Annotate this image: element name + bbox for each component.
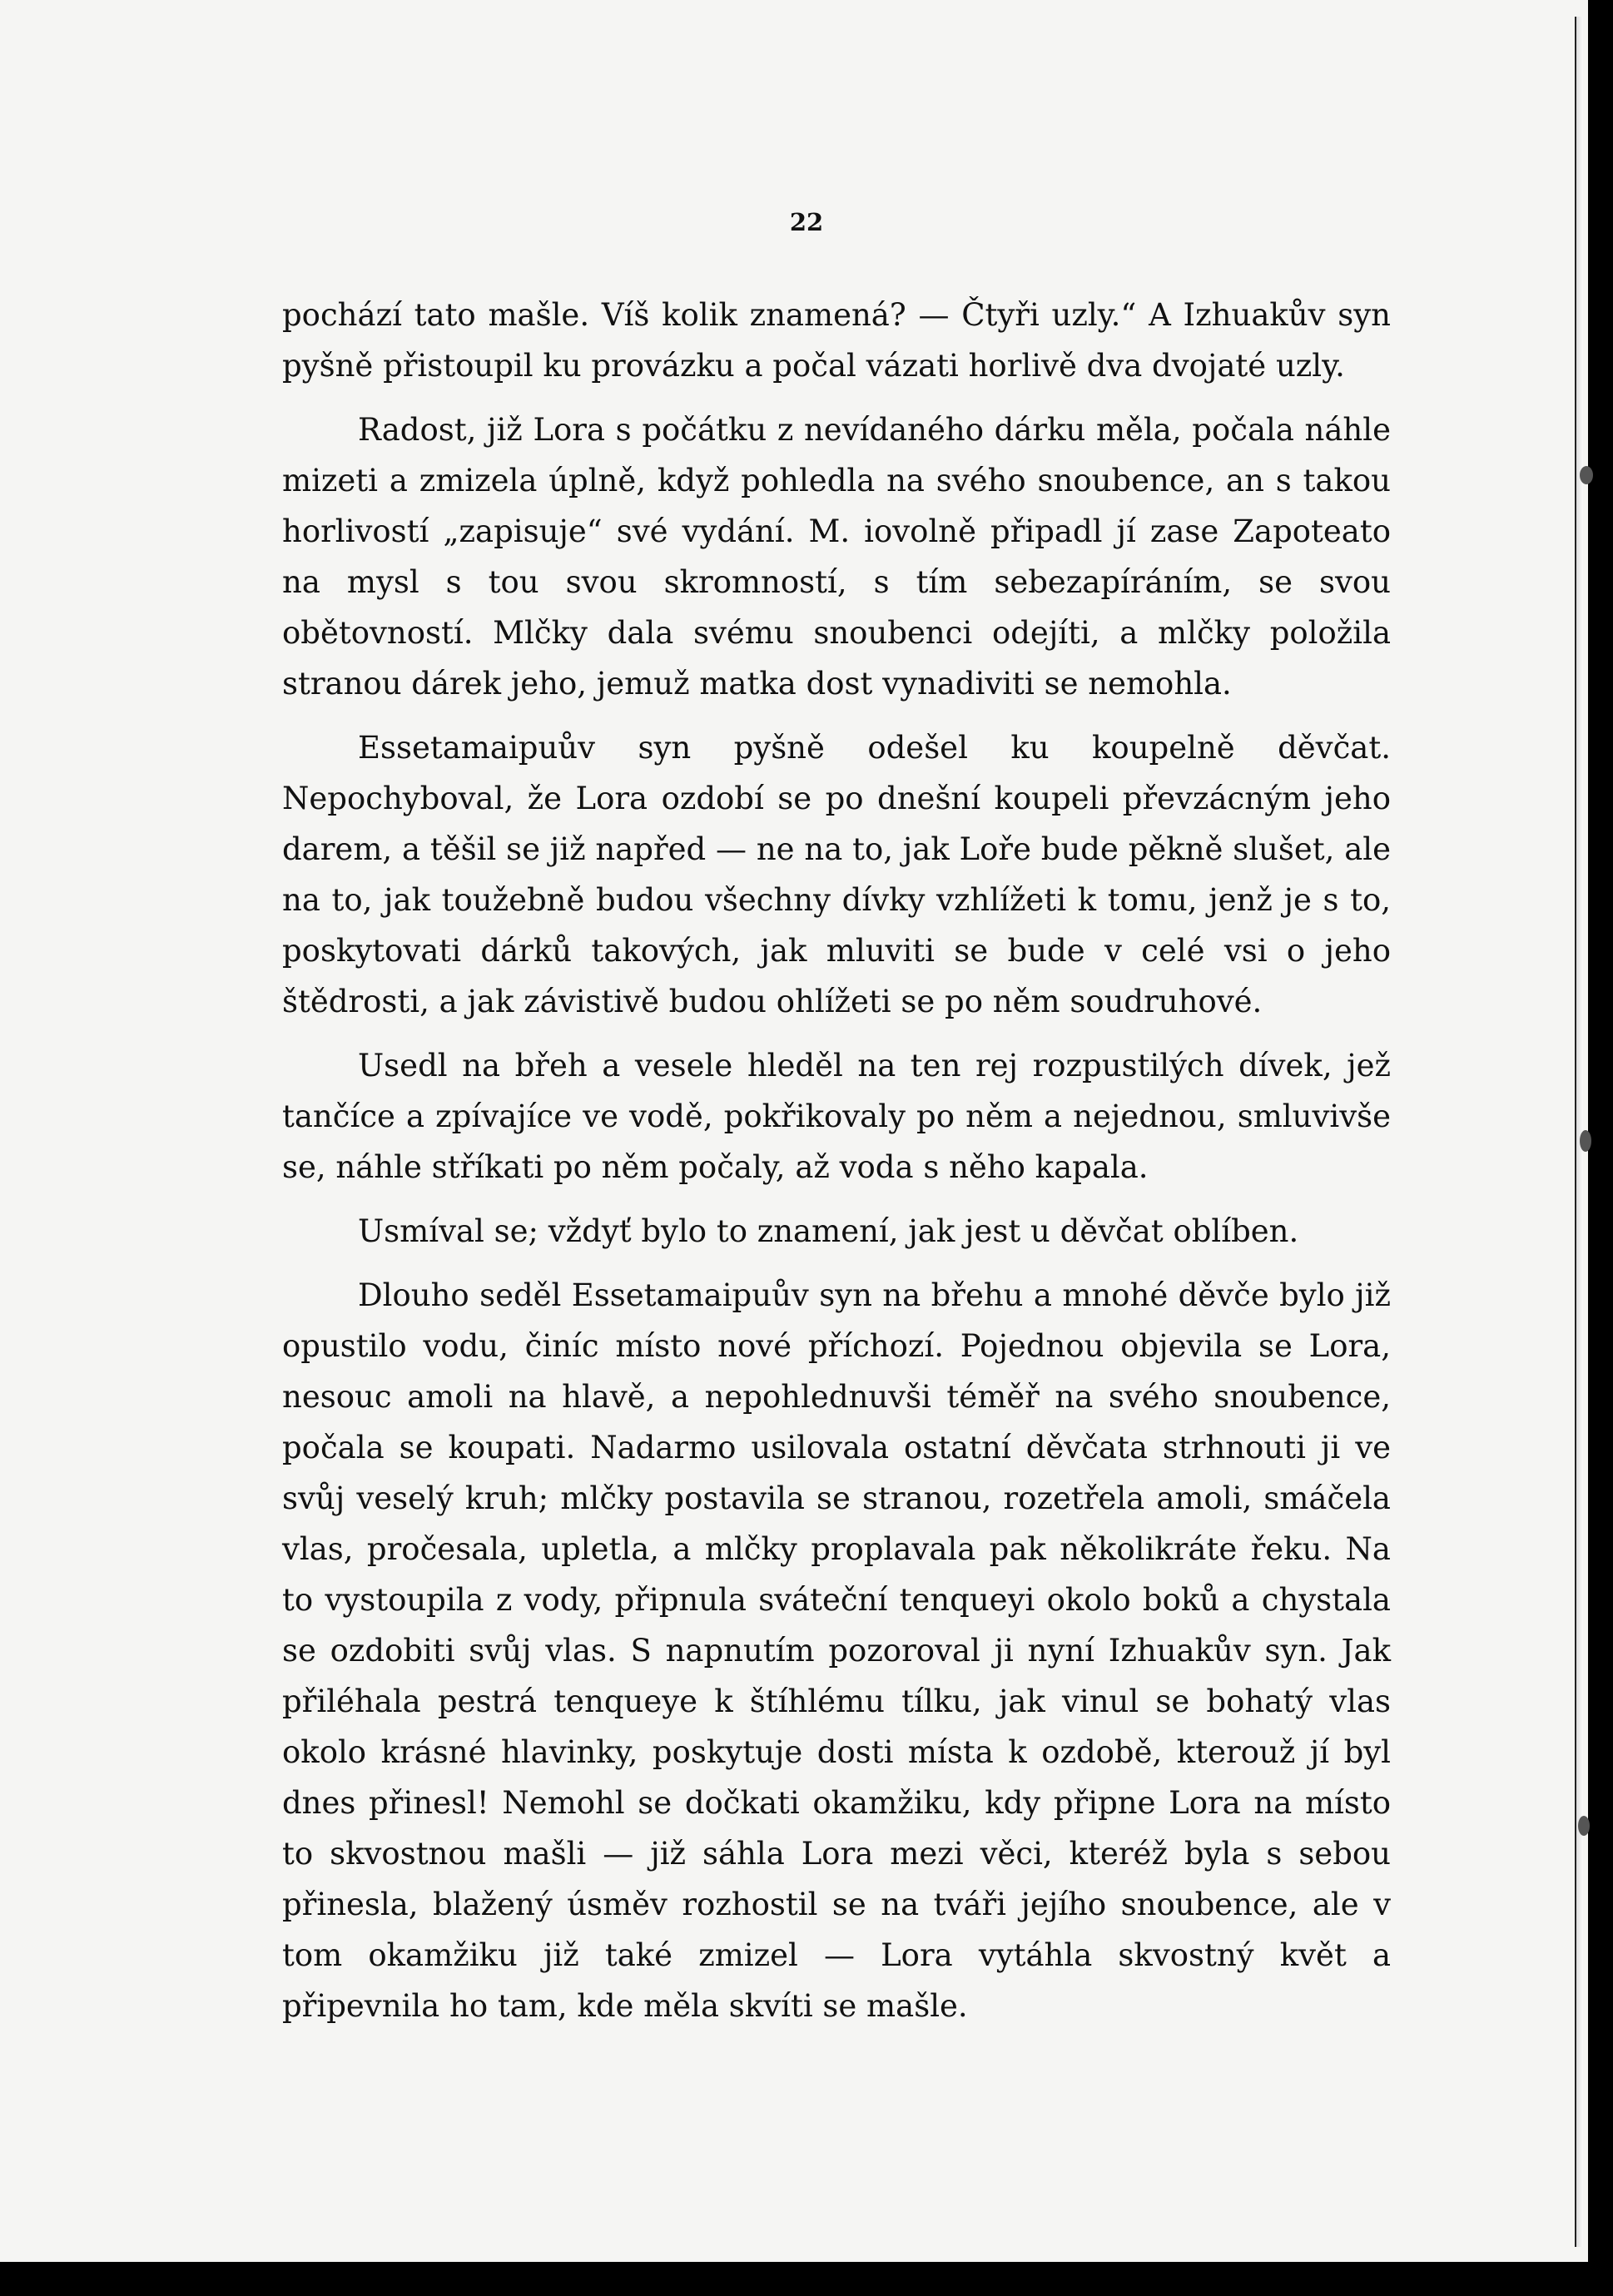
paragraph-3: Essetamaipuův syn pyšně odešel ku koupelně děvčat. Nepochyboval, že Lora ozdobí se po dnešní koupeli převzácným jeho darem, a těšil se již napřed — ne na to, jak Loře bude pěkně slušet, ale na to, jak toužebně budou všechny dívky vzhlížeti k tomu, jenž je s to, poskytovati dárků takových, jak mluviti se bude v celé vsi o jeho štědrosti, a jak závistivě budou ohlížeti se po něm soudruhové. <box>282 730 1391 1019</box>
margin-ink-spot <box>1580 466 1593 484</box>
paragraph-6: Dlouho seděl Essetamaipuův syn na břehu a mnohé děvče bylo již opustilo vodu, činíc místo nové příchozí. Pojednou objevila se Lora, nesouc amoli na hlavě, a nepohlednuvši téměř na svého snoubence, počala se koupati. Nadarmo usilovala ostatní děvčata strhnouti ji ve svůj veselý kruh; mlčky postavila se stranou, rozetřela amoli, smáčela vlas, pročesala, upletla, a mlčky proplavala pak několikráte řeku. Na to vystoupila z vody, připnula sváteční tenqueyi okolo boků a chystala se ozdobiti svůj vlas. S napnutím pozoroval ji nyní Izhuakův syn. Jak přiléhala pestrá tenqueye k štíhlému tílku, jak vinul se bohatý vlas okolo krásné hlavinky, poskytuje dosti místa k ozdobě, kterouž jí byl dnes přinesl! Nemohl se dočkati okamžiku, kdy připne Lora na místo to skvostnou mašli — již sáhla Lora mezi věci, kteréž byla s sebou přinesla, blažený úsměv rozhostil se na tváři jejího snoubence, ale v tom okamžiku již také zmizel — Lora vytáhla skvostný květ a připevnila ho tam, kde měla skvíti se mašle. <box>282 1277 1391 2024</box>
paragraph-5: Usmíval se; vždyť bylo to znamení, jak jest u děvčat oblíben. <box>358 1213 1299 1249</box>
paragraph-2: Radost, již Lora s počátku z nevídaného dárku měla, počala náhle mizeti a zmizela úplně, když pohledla na svého snoubence, an s takou horlivostí „zapisuje“ své vydání. M. iovolně připadl jí zase Zapoteato na mysl s tou svou skromností, s tím sebezapíráním, se svou obětovností. Mlčky dala svému snoubenci odejíti, a mlčky položila stranou dárek jeho, jemuž matka dost vynadiviti se nemohla. <box>282 412 1391 702</box>
margin-ink-spot <box>1578 1816 1590 1836</box>
margin-ink-spot <box>1580 1130 1591 1152</box>
body-text <box>282 290 1391 2045</box>
paragraph-1: pochází tato mašle. Víš kolik znamená? — Čtyři uzly.“ A Izhuakův syn pyšně přistoupil ku provázku a počal vázati horlivě dva dvojaté uzly. <box>282 297 1391 384</box>
page-number: 22 <box>789 208 824 236</box>
paragraph-4: Usedl na břeh a vesele hleděl na ten rej rozpustilých dívek, jež tančíce a zpívajíce ve vodě, pokřikovaly po něm a nejednou, smluvivše se, náhle stříkati po něm počaly, až voda s něho kapala. <box>282 1048 1391 1185</box>
